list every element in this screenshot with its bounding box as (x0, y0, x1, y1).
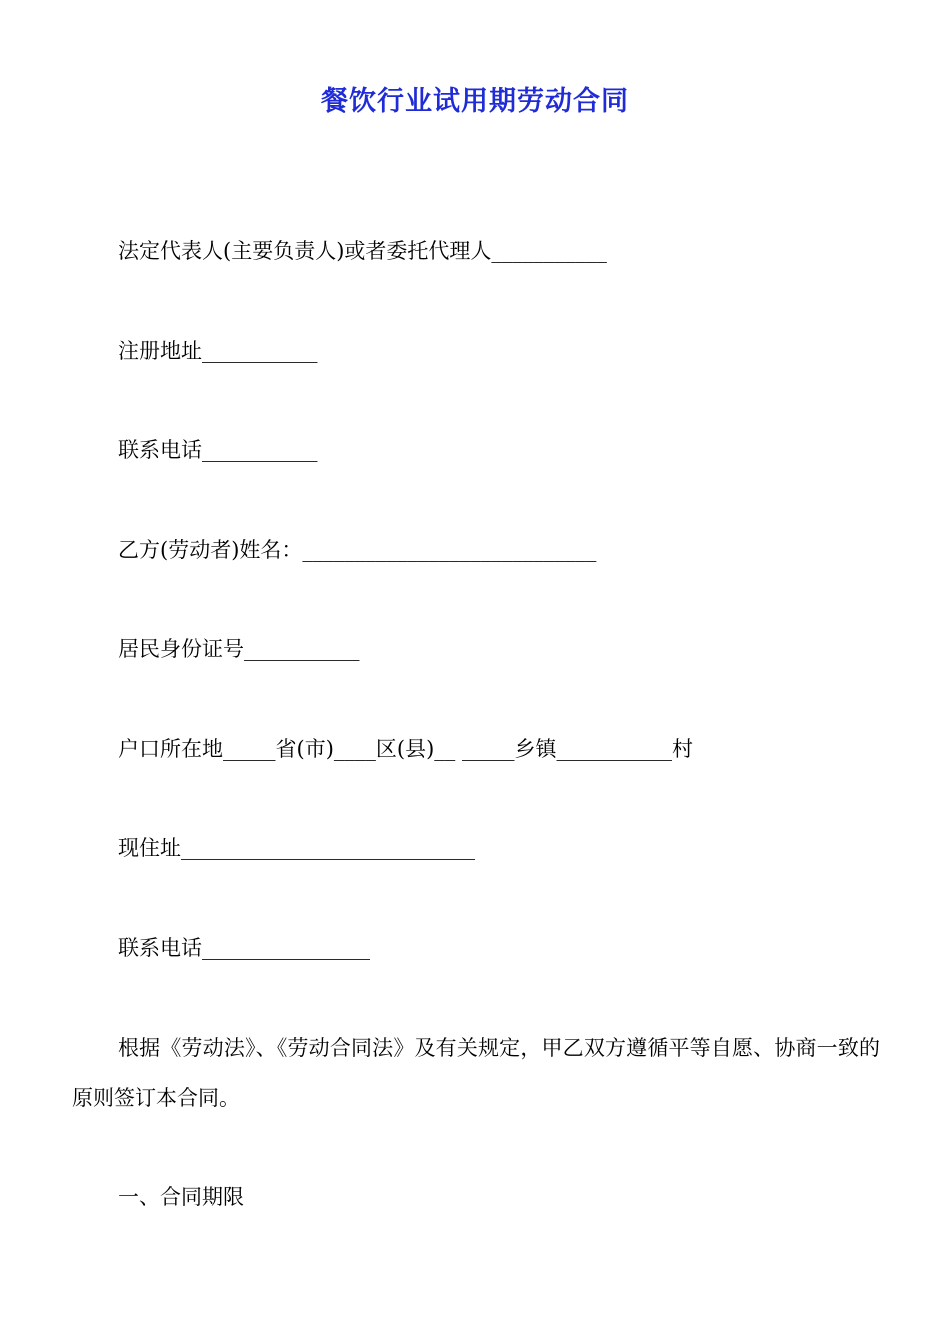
household-registration-line: 户口所在地_____省(市)____区(县)__ _____乡镇___________村 (118, 737, 693, 761)
employee-phone-line: 联系电话________________ (118, 936, 370, 960)
current-address-line: 现住址____________________________ (118, 836, 475, 860)
employer-phone-line: 联系电话___________ (118, 438, 318, 462)
registered-address-line: 注册地址___________ (118, 339, 318, 363)
section-heading: 一、合同期限 (118, 1185, 244, 1209)
legal-representative-line: 法定代表人(主要负责人)或者委托代理人___________ (118, 239, 607, 263)
id-number-line: 居民身份证号___________ (118, 637, 360, 661)
employee-name-line: 乙方(劳动者)姓名：____________________________ (118, 538, 597, 562)
document-title: 餐饮行业试用期劳动合同 (321, 86, 629, 117)
preamble-paragraph: 根据《劳动法》、《劳动合同法》及有关规定，甲乙双方遵循平等自愿、协商一致的原则签订本合同。 (72, 1036, 880, 1110)
